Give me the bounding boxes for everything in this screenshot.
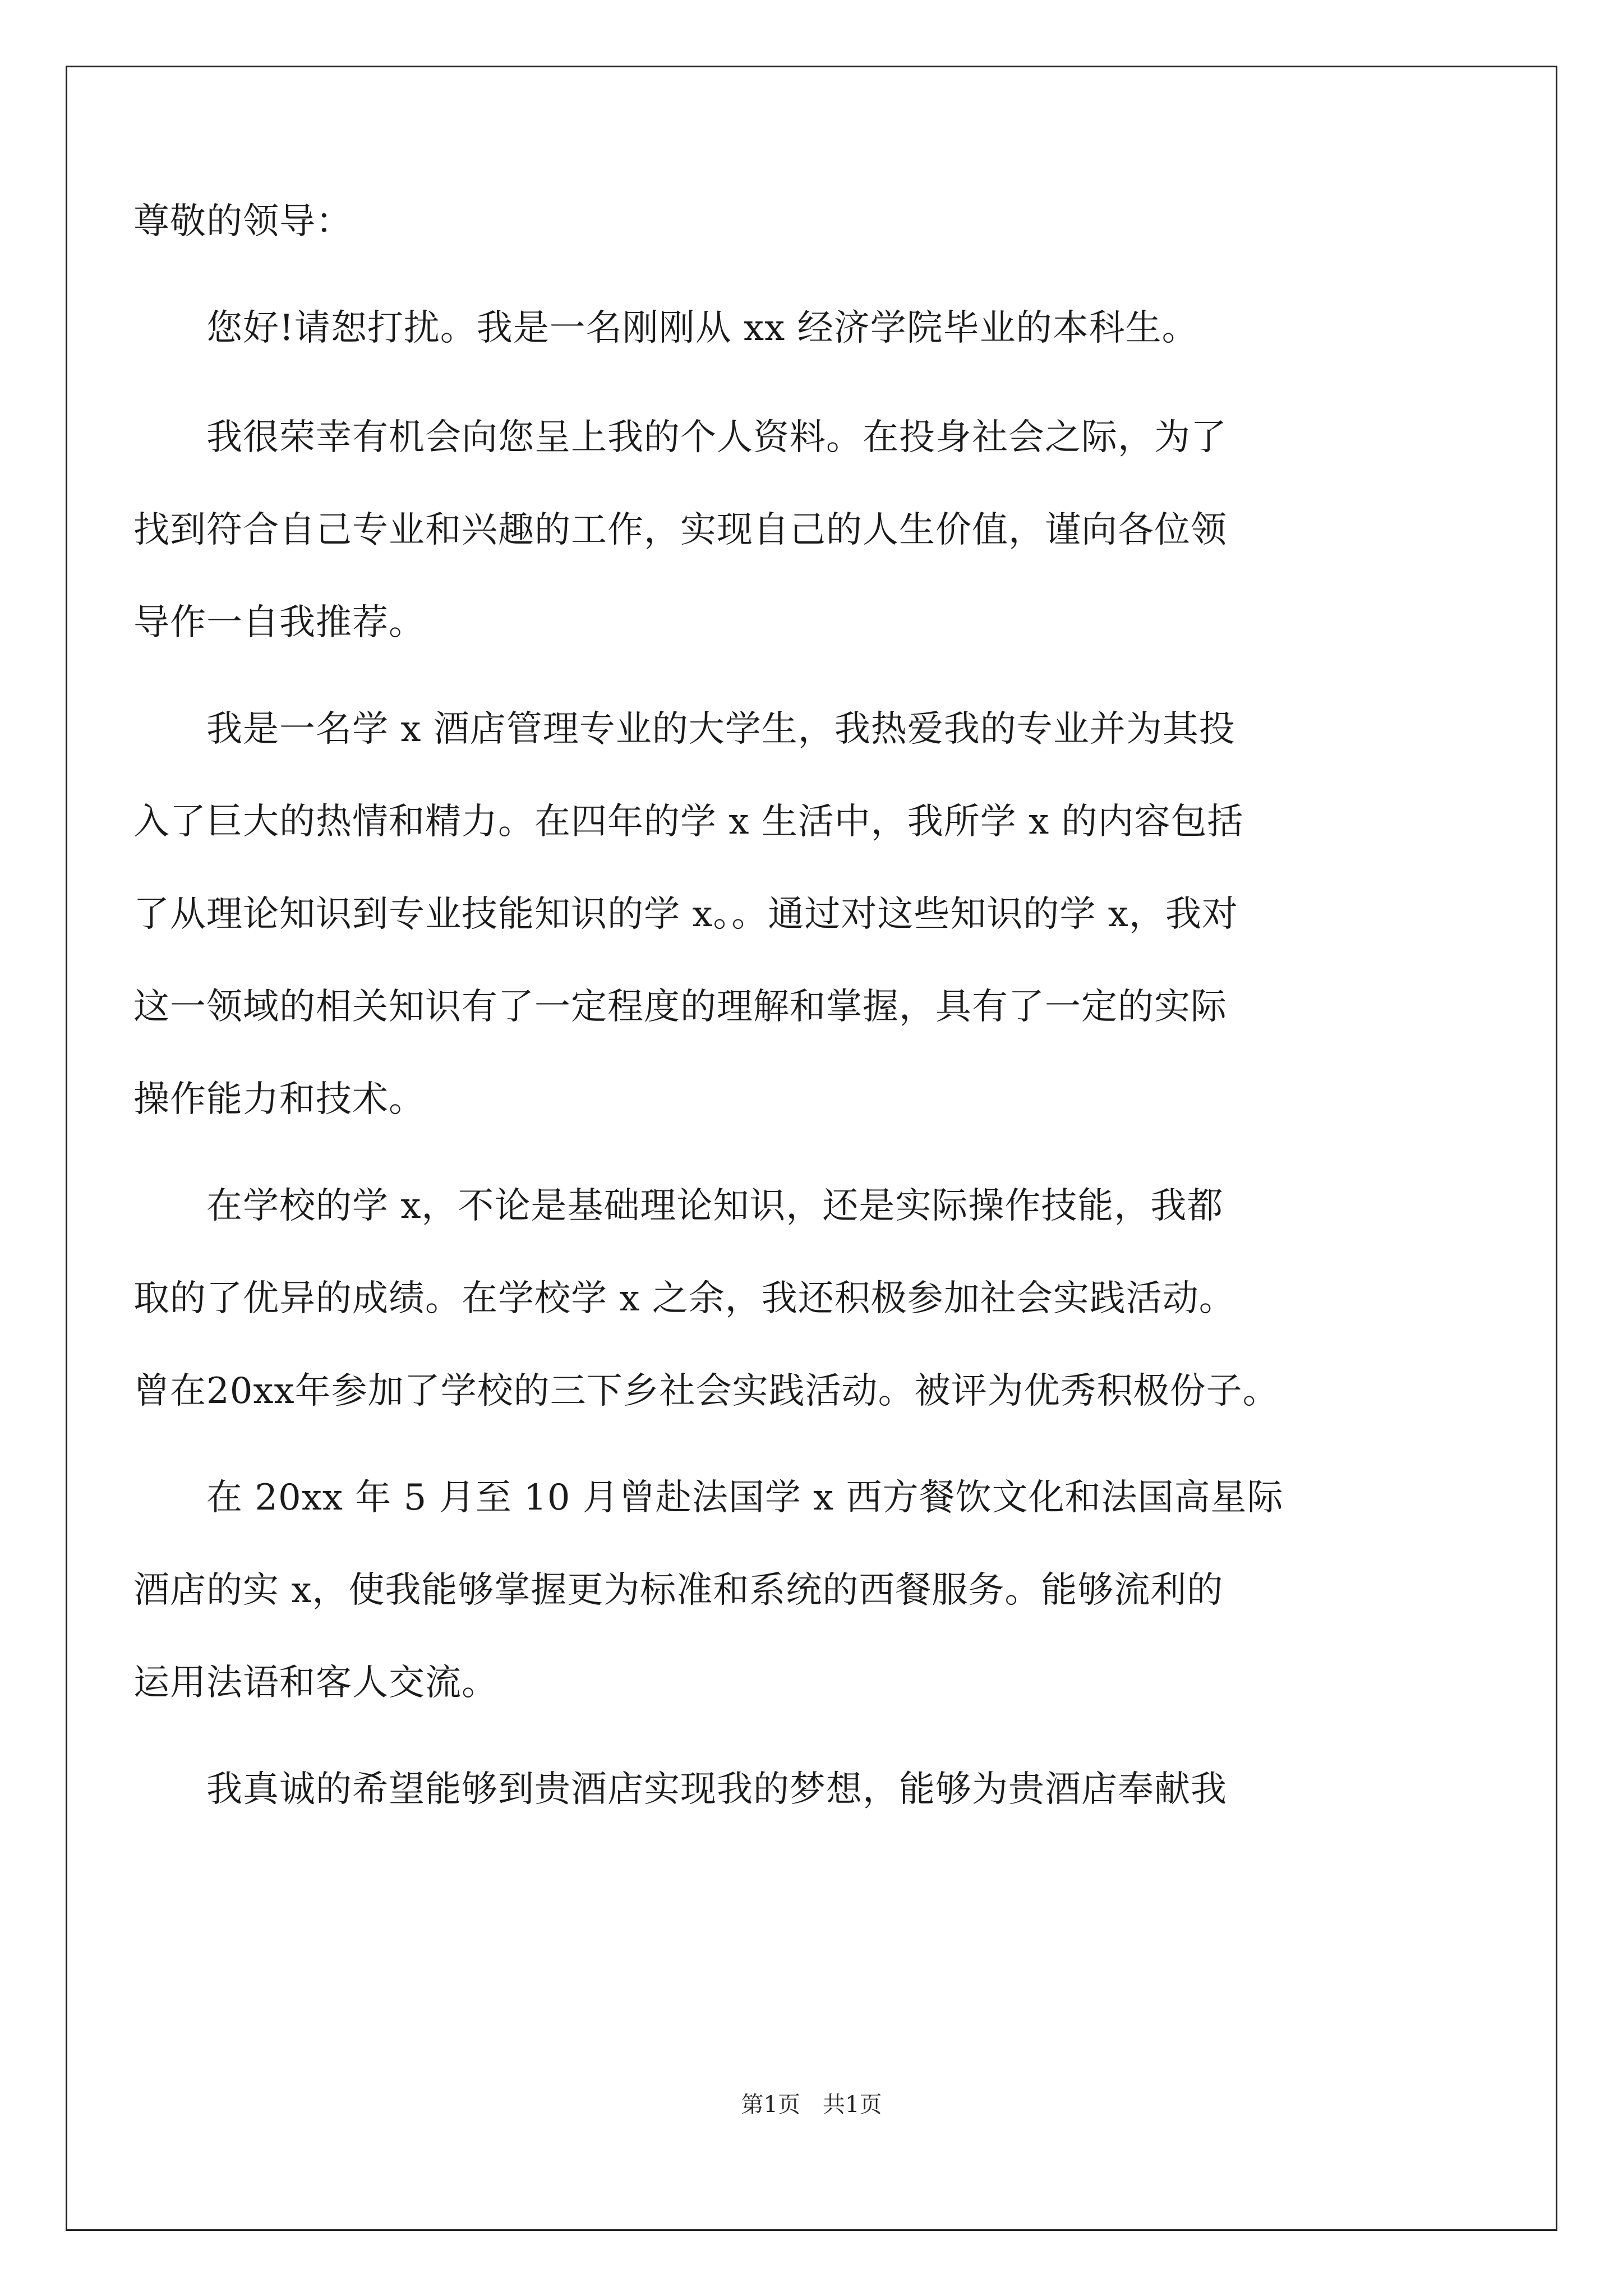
- text-line: 这一领域的相关知识有了一定程度的理解和掌握，具有了一定的实际: [133, 986, 1227, 1028]
- text-line: 我是一名学 x 酒店管理专业的大学生，我热爱我的专业并为其投: [133, 708, 1235, 750]
- text-line: 导作一自我推荐。: [133, 602, 425, 643]
- text-line: 我很荣幸有机会向您呈上我的个人资料。在投身社会之际，为了: [133, 417, 1227, 458]
- text-line: 找到符合自己专业和兴趣的工作，实现自己的人生价值，谨向各位领: [133, 509, 1227, 551]
- text-line: 您好!请恕打扰。我是一名刚刚从 xx 经济学院毕业的本科生。: [133, 307, 1198, 349]
- text-line: 我真诚的希望能够到贵酒店实现我的梦想，能够为贵酒店奉献我: [133, 1769, 1227, 1810]
- text-line: 曾在20xx年参加了学校的三下乡社会实践活动。被评为优秀积极份子。: [133, 1370, 1279, 1412]
- text-line: 取的了优异的成绩。在学校学 x 之余，我还积极参加社会实践活动。: [133, 1278, 1235, 1319]
- text-line: 运用法语和客人交流。: [133, 1662, 498, 1704]
- text-line: 了从理论知识到专业技能知识的学 x。。通过对这些知识的学 x，我对: [133, 894, 1238, 935]
- text-line: 酒店的实 x，使我能够掌握更为标准和系统的西餐服务。能够流利的: [133, 1570, 1224, 1611]
- page-number-footer: 第1页 共1页: [741, 2092, 882, 2118]
- text-line: 入了巨大的热情和精力。在四年的学 x 生活中，我所学 x 的内容包括: [133, 801, 1244, 843]
- salutation-line: 尊敬的领导：: [133, 201, 352, 242]
- text-line: 在 20xx 年 5 月至 10 月曾赴法国学 x 西方餐饮文化和法国高星际: [133, 1477, 1284, 1519]
- text-line: 在学校的学 x，不论是基础理论知识，还是实际操作技能，我都: [133, 1185, 1224, 1227]
- text-line: 操作能力和技术。: [133, 1079, 425, 1120]
- page-border: [66, 66, 1557, 2231]
